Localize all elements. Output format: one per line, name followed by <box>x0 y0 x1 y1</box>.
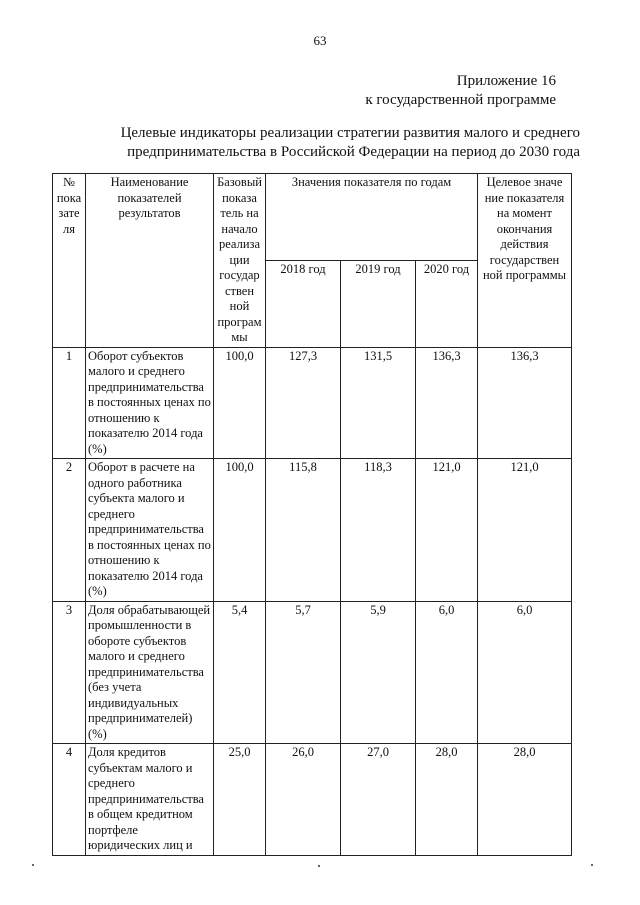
row-number: 2 <box>53 459 86 602</box>
row-base: 25,0 <box>214 744 266 856</box>
row-name: Оборот в расчете на одного работника субъекта малого и среднего предпринимательства в постоянных ценах по отношению к показателю 2014 года (%) <box>86 459 214 602</box>
row-2018: 127,3 <box>266 347 341 459</box>
table-row <box>53 744 572 856</box>
row-number: 3 <box>53 601 86 744</box>
header-year-2019: 2019 год <box>341 260 416 347</box>
table-row <box>53 347 572 459</box>
row-2019: 5,9 <box>341 601 416 744</box>
header-name: Наименование показателей результатов <box>86 174 214 348</box>
header-year-2020: 2020 год <box>416 260 478 347</box>
scan-mark <box>32 864 34 866</box>
table-row <box>53 459 572 602</box>
row-2020: 121,0 <box>416 459 478 602</box>
row-2018: 5,7 <box>266 601 341 744</box>
row-name: Оборот субъектов малого и среднего предпринимательства в постоянных ценах по отношению к показателю 2014 года (%) <box>86 347 214 459</box>
header-number: № пока зате ля <box>53 174 86 348</box>
title-line-2: предпринимательства в Российской Федерации на период до 2030 года <box>127 144 580 160</box>
header-values-by-year: Значения показателя по годам <box>266 174 478 261</box>
appendix-line-1: Приложение 16 <box>456 73 556 89</box>
row-base: 100,0 <box>214 459 266 602</box>
row-2020: 136,3 <box>416 347 478 459</box>
appendix-line-2: к государственной программе <box>365 92 556 108</box>
indicators-table <box>52 173 572 856</box>
header-target: Целевое значе ние показателя на момент окончания действия государствен ной программы <box>478 174 572 348</box>
row-base: 5,4 <box>214 601 266 744</box>
row-2018: 26,0 <box>266 744 341 856</box>
scan-mark <box>318 865 320 867</box>
row-name: Доля кредитов субъектам малого и среднего предпринимательства в общем кредитном портфеле юридических лиц и <box>86 744 214 856</box>
row-2020: 28,0 <box>416 744 478 856</box>
row-2018: 115,8 <box>266 459 341 602</box>
page-number: 63 <box>313 33 327 48</box>
table-header-row <box>53 174 572 261</box>
scan-marks <box>0 858 640 870</box>
header-base: Базовый показа тель на начало реализа ции государ ствен ной програм мы <box>214 174 266 348</box>
row-name: Доля обрабатывающей промышленности в обороте субъектов малого и среднего предпринимательства (без учета индивидуальных предпринимателей) (%) <box>86 601 214 744</box>
scan-mark <box>591 864 593 866</box>
row-2019: 27,0 <box>341 744 416 856</box>
row-2019: 118,3 <box>341 459 416 602</box>
appendix-label <box>365 72 556 110</box>
row-target: 28,0 <box>478 744 572 856</box>
row-target: 136,3 <box>478 347 572 459</box>
header-year-2018: 2018 год <box>266 260 341 347</box>
title-line-1: Целевые индикаторы реализации стратегии развития малого и среднего <box>120 125 580 141</box>
row-base: 100,0 <box>214 347 266 459</box>
table-row <box>53 601 572 744</box>
row-2019: 131,5 <box>341 347 416 459</box>
row-target: 6,0 <box>478 601 572 744</box>
row-number: 1 <box>53 347 86 459</box>
row-number: 4 <box>53 744 86 856</box>
row-2020: 6,0 <box>416 601 478 744</box>
row-target: 121,0 <box>478 459 572 602</box>
document-title <box>60 124 580 162</box>
